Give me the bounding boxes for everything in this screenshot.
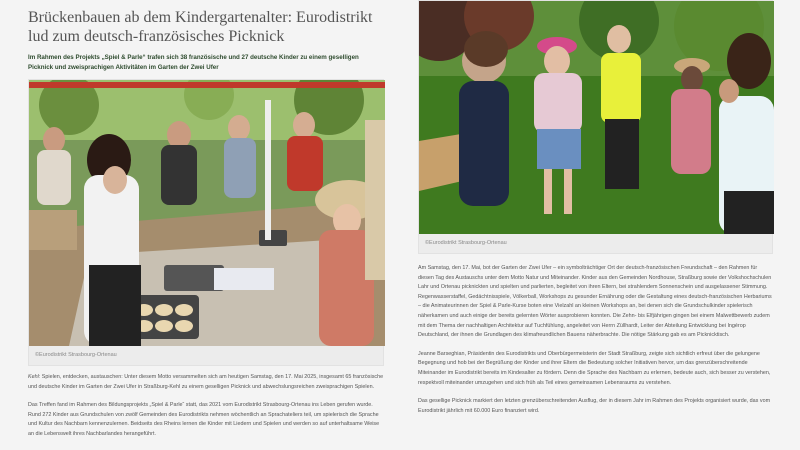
paragraph-1-text: Spielen, entdecken, austauschen: Unter diesem Motto versammelten sich am heutigen Samstag, den 17. Mai 2025, insgesamt 65 französische und deutsche Kinder im Garten der Zwei Ufer in Straßburg-Kehl zu einem geselligen Picknick und abwechslungsreichen zweisprachigen Spielen.: [28, 374, 384, 390]
dateline-kehl: Kehl:: [28, 374, 41, 380]
article-lead: Im Rahmen des Projekts „Spiel & Parle“ trafen sich 38 französische und 27 deutsche Kinder zu einem geselligen Picknick und zweisprachigen Aktivitäten im Garten der Zwei Ufer: [28, 54, 359, 71]
article-paragraph-1: [28, 373, 384, 392]
picnic-table-photo[interactable]: [29, 80, 385, 346]
photo-card-2: [418, 0, 773, 254]
group-garden-photo[interactable]: [419, 1, 774, 234]
article-title: Brückenbauen ab dem Kindergartenalter: Eurodistrikt lud zum deutsch-französisches Picknick: [28, 9, 373, 45]
article-paragraph-4: Jeanne Barseghian, Präsidentin des Eurodistrikts und Oberbürgermeisterin der Stadt Straßburg, zeigte sich sichtlich erfreut über die gelungene Begegnung und hob bei der Begrüßung der Kinder und ihrer Eltern die Bedeutung solcher Initiativen hervor, um das grenzüberschreitende Miteinander im Eurodistrikt bereits im Kindesalter zu fördern. Denn die Sprache des Nachbarn zu erlernen, bedeute auch, sich besser zu verstehen, respektvoll miteinander umzugehen und sich früh als Teil eines gemeinsamen Lebensraums zu verstehen.: [418, 350, 771, 386]
photo-caption-1: ©Eurodistrikt Strasbourg-Ortenau: [35, 352, 117, 358]
right-text-block: [418, 264, 774, 425]
photo-caption-2: ©Eurodistrikt Strasbourg-Ortenau: [425, 240, 507, 246]
photo-card-1: [28, 79, 384, 366]
right-column: [418, 0, 773, 254]
article-paragraph-2: Das Treffen fand im Rahmen des Bildungsprojekts „Spiel & Parle“ statt, das 2021 vom Eurodistrikt Strasbourg-Ortenau ins Leben gerufen wurde. Rund 272 Kinder aus Grundschulen von zwölf Gemeinden des Eurodistrikts nehmen wöchentlich an Sprachateliers teil, um spielerisch die Sprache und Kultur des Nachbarn kennenzulernen. Beidseits des Rheins lernen die Kinder mit Liedern und Spielen und werden so auf unterhaltsame Weise an die Lebenswelt ihres Nachbarlandes herangeführt.: [28, 402, 380, 437]
article-paragraph-3: Am Samstag, den 17. Mai, bot der Garten der Zwei Ufer – ein symbolträchtiger Ort der deutsch-französischen Freundschaft – den Rahmen für diesen Tag des Austauschs unter dem Motto Natur und Miteinander. Kinder aus den Gemeinden Nordhouse, Straßburg sowie der Volkshochschulen Lahr und Ortenau picknickten und spielten und parlierten, begleitet von ihren Eltern, bei strahlendem Sonnenschein und ausgelassener Stimmung. Regenwasserstaffel, Gedächtnisspiele, Völkerball, Workshops zu gesunder Ernährung oder die Gestaltung eines deutsch-französischen Herbariums – die Animateurinnen der Spiel & Parle-Kurse boten eine Vielzahl an kleinen Workshops an, bei denen sich die Grundschulkinder spielerisch näherkamen und auch einige der bereits gelernten Wörter ausprobieren konnten. Die Zehn- bis Elfjährigen gingen bei einem Malwettbewerb zudem mit dem Thema der nachhaltigen Architektur auf Tuchfühlung, angeleitet von Herrn Züllhardt, Leiter der Abteilung Entwicklung bei Ingérop Deutschland, der ihnen die Grundlagen des klimafreundlichen Bauens näherbrachte. Die nötige Stärkung gab es am Picknicktisch.: [418, 265, 772, 339]
article-paragraph-5: Das gesellige Picknick markiert den letzten grenzüberschreitenden Ausflug, der in diesem Jahr im Rahmen des Projekts organisiert wurde, das vom Eurodistrikt jährlich mit 60.000 Euro finanziert wird.: [418, 398, 771, 414]
left-column: [28, 8, 384, 449]
